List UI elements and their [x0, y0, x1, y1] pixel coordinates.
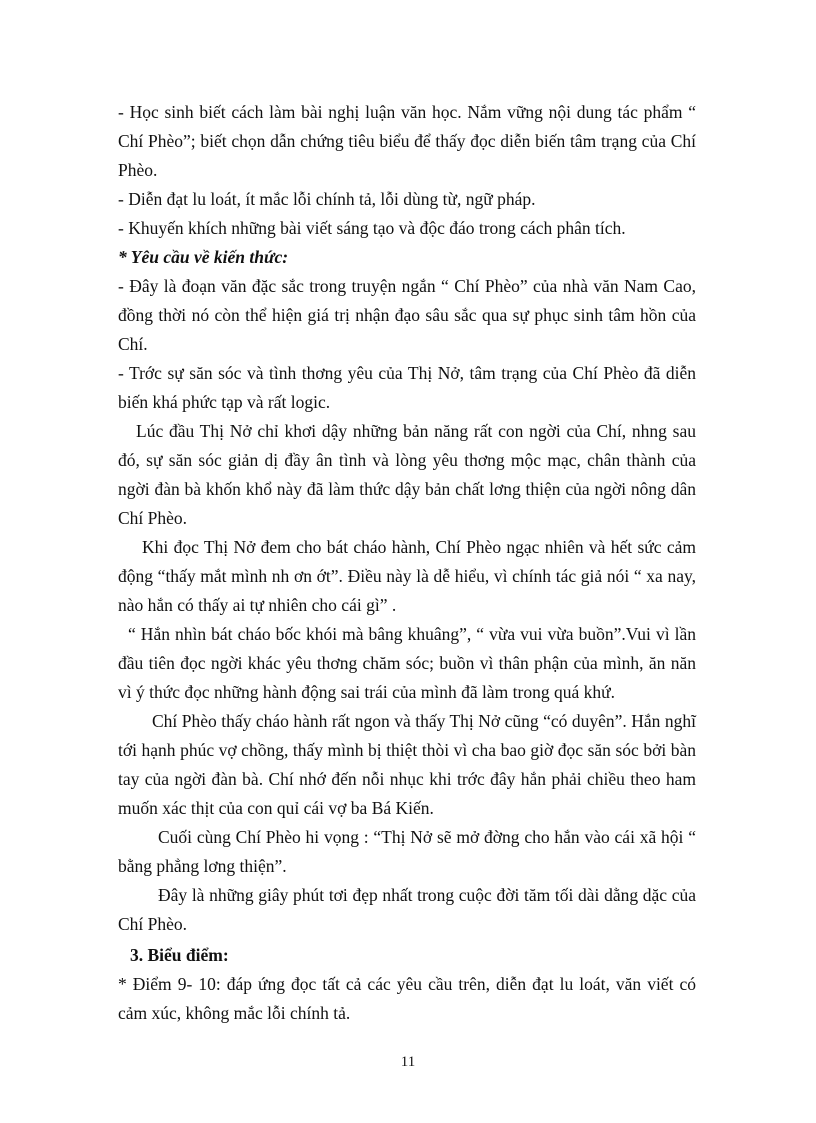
page-body: [118, 98, 696, 1028]
page-number: 11: [400, 1054, 416, 1070]
heading-knowledge-requirements: * Yêu cầu về kiến thức:: [118, 247, 289, 267]
paragraph-score-9-10: * Điểm 9- 10: đáp ứng đọc tất cả các yêu cầu trên, diễn đạt lu loát, văn viết có cảm xúc, không mắc lỗi chính tả.: [118, 974, 696, 1023]
paragraph-passage-overview: - Đây là đoạn văn đặc sắc trong truyện ngắn “ Chí Phèo” của nhà văn Nam Cao, đồng thời nó còn thể hiện giá trị nhận đạo sâu sắc qua sự phục sinh tâm hồn của Chí.: [118, 276, 696, 354]
paragraph-mixed-feelings: “ Hắn nhìn bát cháo bốc khói mà bâng khuâng”, “ vừa vui vừa buồn”.Vui vì lần đầu tiên đọc ngời khác yêu thơng chăm sóc; buồn vì thân phận của mình, ăn năn vì ý thức đọc những hành động sai trái của mình đã làm trong quá khứ.: [118, 624, 696, 702]
paragraph-mood-development: - Trớc sự săn sóc và tình thơng yêu của Thị Nở, tâm trạng của Chí Phèo đã diễn biến khá phức tạp và rất logic.: [118, 363, 696, 412]
paragraph-student-skills: - Học sinh biết cách làm bài nghị luận văn học. Nắm vững nội dung tác phẩm “ Chí Phèo”; biết chọn dẫn chứng tiêu biểu để thấy đọc diễn biến tâm trạng của Chí Phèo.: [118, 102, 696, 180]
paragraph-happiness-dream: Chí Phèo thấy cháo hành rất ngon và thấy Thị Nở cũng “có duyên”. Hắn nghĩ tới hạnh phúc vợ chồng, thấy mình bị thiệt thòi vì cha bao giờ đọc săn sóc bởi bàn tay của ngời đàn bà. Chí nhớ đến nỗi nhục khi trớc đây hắn phải chiều theo ham muốn xác thịt của con quỉ cái vợ ba Bá Kiến.: [118, 711, 696, 818]
paragraph-creativity: - Khuyến khích những bài viết sáng tạo và độc đáo trong cách phân tích.: [118, 218, 626, 238]
heading-grading-scale: 3. Biểu điểm:: [130, 945, 229, 965]
paragraph-onion-porridge: Khi đọc Thị Nở đem cho bát cháo hành, Chí Phèo ngạc nhiên và hết sức cảm động “thấy mắt mình nh ơn ớt”. Điều này là dễ hiểu, vì chính tác giả nói “ xa nay, nào hắn có thấy ai tự nhiên cho cái gì” .: [118, 537, 696, 615]
paragraph-awakening: Lúc đầu Thị Nở chỉ khơi dậy những bản năng rất con ngời của Chí, nhng sau đó, sự săn sóc giản dị đầy ân tình và lòng yêu thơng mộc mạc, chân thành của ngời đàn bà khốn khổ này đã làm thức dậy bản chất lơng thiện của ngời nông dân Chí Phèo.: [118, 421, 696, 528]
paragraph-hope: Cuối cùng Chí Phèo hi vọng : “Thị Nở sẽ mở đờng cho hắn vào cái xã hội “ bằng phẳng lơng thiện”.: [118, 827, 696, 876]
paragraph-finest-moments: Đây là những giây phút tơi đẹp nhất trong cuộc đời tăm tối dài dằng dặc của Chí Phèo.: [118, 885, 696, 934]
paragraph-fluent-expression: - Diễn đạt lu loát, ít mắc lỗi chính tả, lỗi dùng từ, ngữ pháp.: [118, 189, 536, 209]
